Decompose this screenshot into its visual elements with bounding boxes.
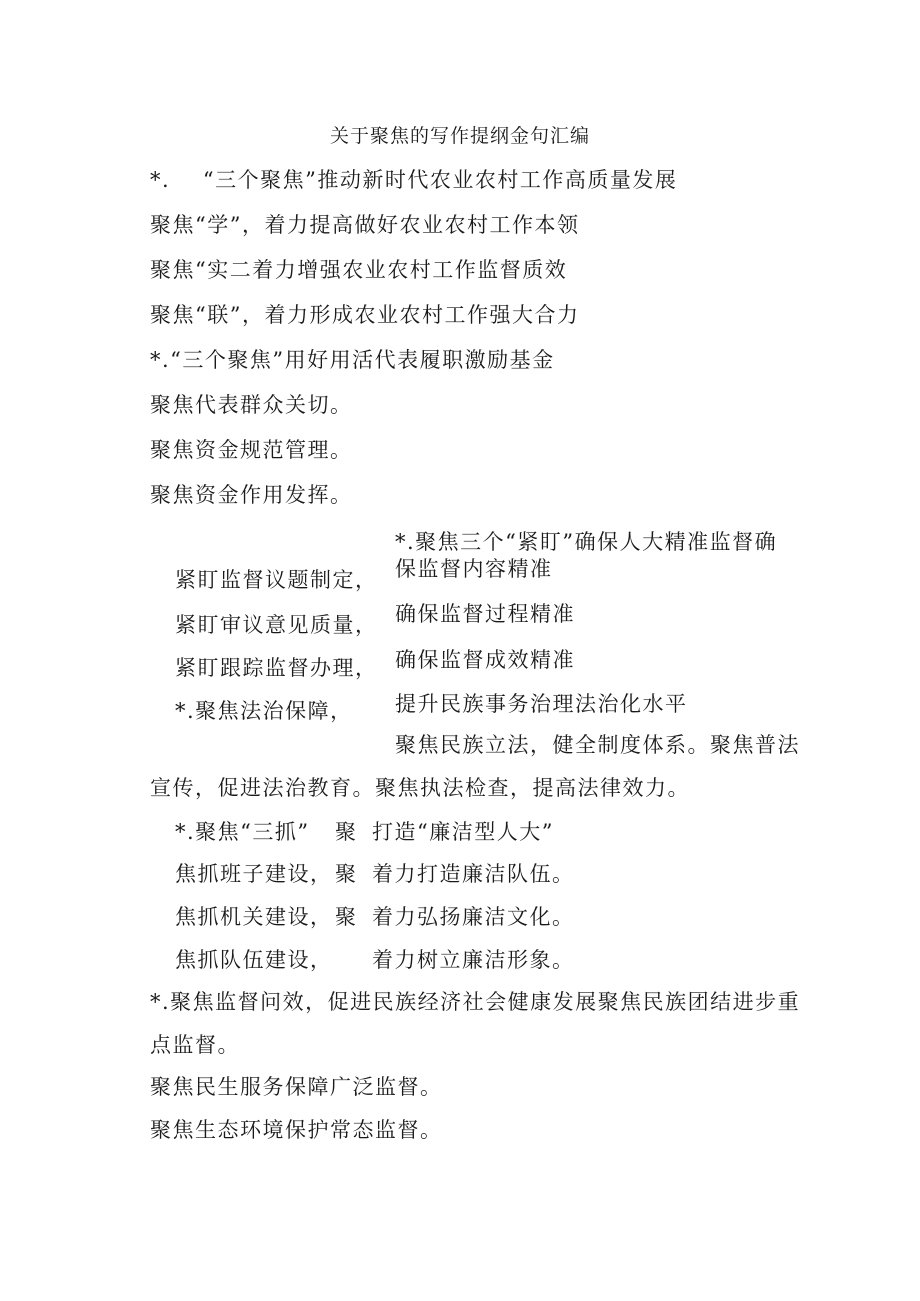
section5-heading-left: *.聚焦“三抓” bbox=[175, 820, 310, 844]
section3-left-item: 紧盯跟踪监督办理， bbox=[175, 656, 378, 680]
section5-row-mid: 聚 bbox=[335, 905, 358, 929]
section1-item: 聚焦“学”，着力提高做好农业农村工作本领 bbox=[150, 213, 580, 237]
section5-row-right: 着力树立廉洁形象。 bbox=[372, 948, 575, 972]
section5-row-left: 焦抓机关建设， bbox=[175, 905, 333, 929]
document-title: 关于聚焦的写作提纲金句汇编 bbox=[330, 125, 591, 147]
section4-paragraph-line2: 宣传，促进法治教育。聚焦执法检查，提高法律效力。 bbox=[150, 776, 690, 800]
section3-heading-line1: *.聚焦三个“紧盯”确保人大精准监督确 bbox=[395, 530, 778, 554]
section2-item: 聚焦代表群众关切。 bbox=[150, 393, 353, 417]
section6-item: 聚焦生态环境保护常态监督。 bbox=[150, 1118, 443, 1142]
section5-row-right: 着力打造廉洁队伍。 bbox=[372, 862, 575, 886]
section6-line1: *.聚焦监督问效，促进民族经济社会健康发展聚焦民族团结进步重 bbox=[150, 990, 801, 1014]
section2-heading: *.“三个聚焦”用好用活代表履职激励基金 bbox=[150, 348, 555, 372]
section5-row-left: 焦抓班子建设， bbox=[175, 862, 333, 886]
section3-right-item: 确保监督成效精准 bbox=[395, 648, 575, 672]
section2-item: 聚焦资金规范管理。 bbox=[150, 438, 353, 462]
section4-heading-right: 提升民族事务治理法治化水平 bbox=[395, 692, 688, 716]
section3-right-item: 确保监督过程精准 bbox=[395, 602, 575, 626]
section4-paragraph-line1: 聚焦民族立法，健全制度体系。聚焦普法 bbox=[395, 733, 800, 757]
section1-heading: *. “三个聚焦”推动新时代农业农村工作高质量发展 bbox=[150, 168, 678, 192]
section1-item: 聚焦“实二着力增强农业农村工作监督质效 bbox=[150, 258, 568, 282]
section4-heading-left: *.聚焦法治保障， bbox=[175, 699, 353, 723]
section3-left-item: 紧盯监督议题制定， bbox=[175, 568, 378, 592]
section6-line2: 点监督。 bbox=[150, 1033, 240, 1057]
section3-heading-line2: 保监督内容精准 bbox=[395, 557, 553, 581]
section1-item: 聚焦“联”，着力形成农业农村工作强大合力 bbox=[150, 303, 580, 327]
section5-heading-mid: 聚 bbox=[335, 820, 358, 844]
section5-row-right: 着力弘扬廉洁文化。 bbox=[372, 905, 575, 929]
section5-row-mid: 聚 bbox=[335, 862, 358, 886]
section2-item: 聚焦资金作用发挥。 bbox=[150, 483, 353, 507]
section3-left-item: 紧盯审议意见质量， bbox=[175, 613, 378, 637]
section5-heading-right: 打造“廉洁型人大” bbox=[372, 820, 554, 844]
section5-row-left: 焦抓队伍建设， bbox=[175, 948, 333, 972]
section6-item: 聚焦民生服务保障广泛监督。 bbox=[150, 1075, 443, 1099]
